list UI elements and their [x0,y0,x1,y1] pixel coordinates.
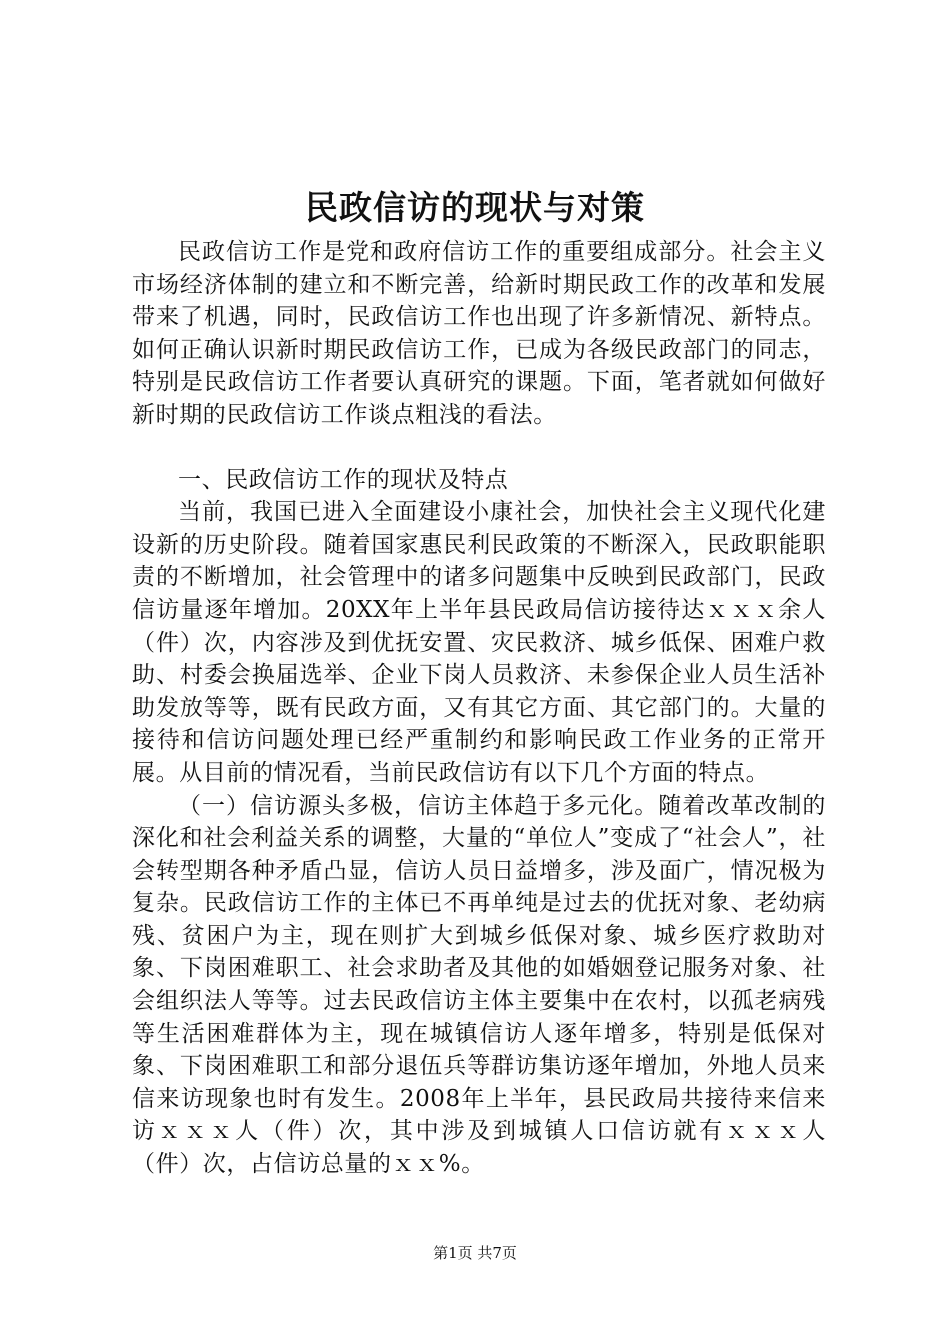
page-footer: 第1页 共7页 [433,1244,517,1262]
document-title: 民政信访的现状与对策 [305,188,645,227]
section-paragraph: 当前，我国已进入全面建设小康社会，加快社会主义现代化建设新的历史阶段。随着国家惠民利民政策的不断深入，民政职能职责的不断增加，社会管理中的诸多问题集中反映到民政部门，民政信访量逐年增加。20XX年上半年县民政局信访接待达ｘｘｘ余人（件）次，内容涉及到优抚安置、灾民救济、城乡低保、困难户救助、村委会换届选举、企业下岗人员救济、未参保企业人员生活补助发放等等，既有民政方面，又有其它方面、其它部门的。大量的接待和信访问题处理已经严重制约和影响民政工作业务的正常开展。从目前的情况看，当前民政信访有以下几个方面的特点。 [132,499,826,786]
intro-paragraph: 民政信访工作是党和政府信访工作的重要组成部分。社会主义市场经济体制的建立和不断完善，给新时期民政工作的改革和发展带来了机遇，同时，民政信访工作也出现了许多新情况、新特点。如何正确认识新时期民政信访工作，已成为各级民政部门的同志，特别是民政信访工作者要认真研究的课题。下面，笔者就如何做好新时期的民政信访工作谈点粗浅的看法。 [132,239,826,428]
section-heading: 一、民政信访工作的现状及特点 [178,466,509,493]
point-paragraph: （一）信访源头多极，信访主体趋于多元化。随着改革改制的深化和社会利益关系的调整，大量的“单位人”变成了“社会人”，社会转型期各种矛盾凸显，信访人员日益增多，涉及面广，情况极为复杂。民政信访工作的主体已不再单纯是过去的优抚对象、老幼病残、贫困户为主，现在则扩大到城乡低保对象、城乡医疗救助对象、下岗困难职工、社会求助者及其他的如婚姻登记服务对象、社会组织法人等等。过去民政信访主体主要集中在农村，以孤老病残等生活困难群体为主，现在城镇信访人逐年增多，特别是低保对象、下岗困难职工和部分退伍兵等群访集访逐年增加，外地人员来信来访现象也时有发生。2008年上半年，县民政局共接待来信来访ｘｘｘ人（件）次，其中涉及到城镇人口信访就有ｘｘｘ人（件）次，占信访总量的ｘｘ%。 [132,792,826,1178]
document-body [132,236,826,1181]
